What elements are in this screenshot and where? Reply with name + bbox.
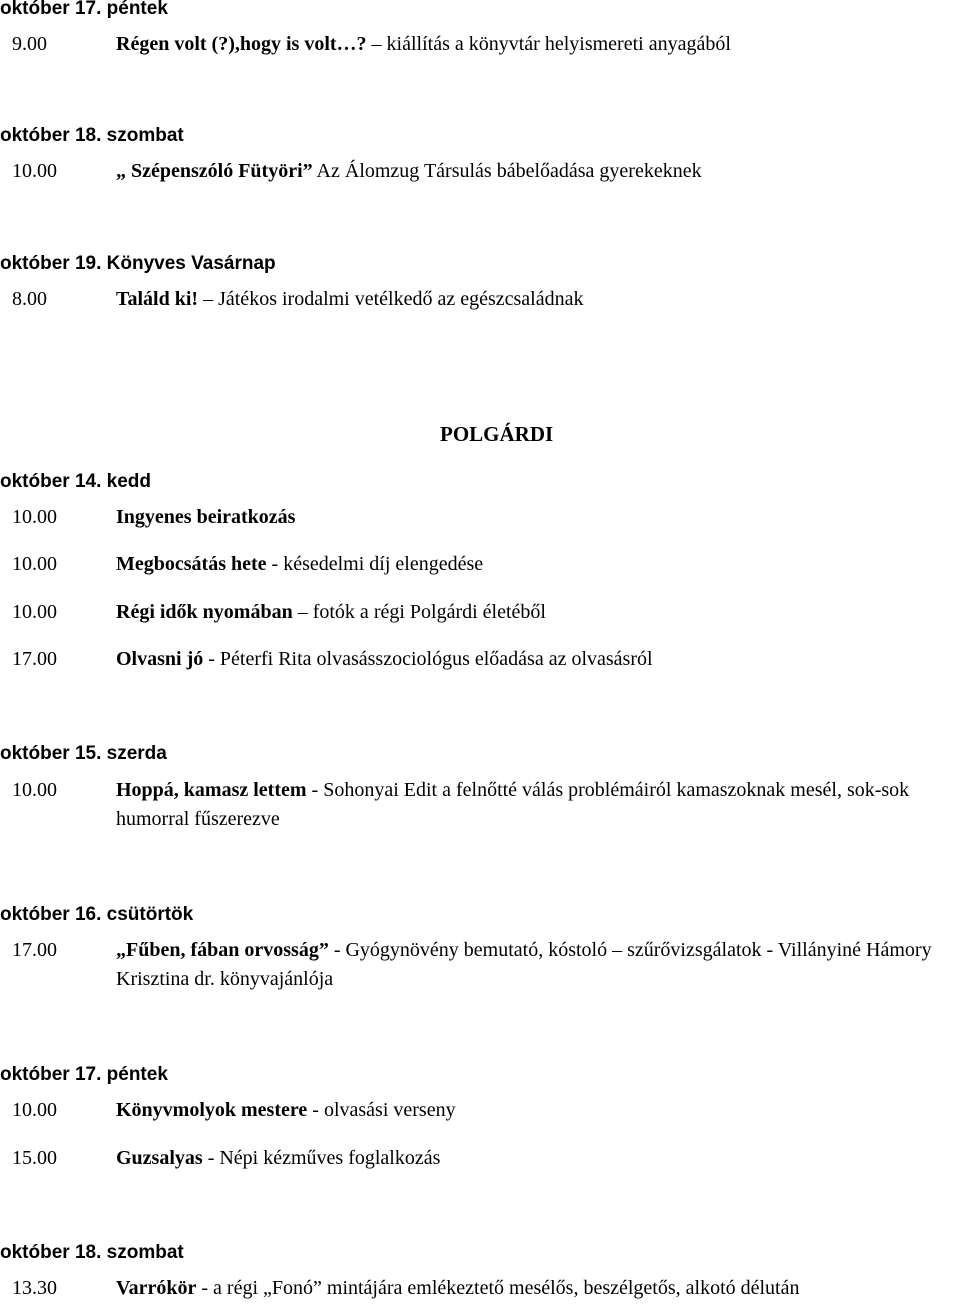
event-description — [116, 157, 960, 186]
event-time: 10.00 — [12, 506, 57, 528]
event-title: „ Szépenszóló Fütyöri” — [116, 160, 313, 182]
event-time: 10.00 — [12, 601, 57, 623]
day-heading: október 19. Könyves Vasárnap — [0, 253, 276, 274]
event-description — [116, 285, 960, 314]
event-detail: – Játékos irodalmi vetélkedő az egészcsaládnak — [198, 288, 584, 310]
event-description — [116, 30, 960, 59]
day-heading: október 17. péntek — [0, 0, 168, 19]
event-time: 17.00 — [12, 648, 57, 670]
event-time: 8.00 — [12, 288, 47, 310]
event-description — [116, 936, 956, 994]
event-time: 9.00 — [12, 33, 47, 55]
event-detail: - a régi „Fonó” mintájára emlékeztető mesélős, beszélgetős, alkotó délután — [196, 1277, 800, 1299]
event-title: Találd ki! — [116, 288, 199, 310]
event-description — [116, 645, 960, 674]
event-row — [0, 936, 960, 996]
event-detail: – kiállítás a könyvtár helyismereti anyagából — [366, 33, 731, 55]
location-heading: POLGÁRDI — [440, 422, 554, 446]
event-description — [116, 550, 960, 579]
event-detail: – fotók a régi Polgárdi életéből — [292, 601, 546, 623]
event-title: Varrókör — [116, 1277, 197, 1299]
event-description — [116, 1274, 960, 1303]
day-heading: október 18. szombat — [0, 1242, 184, 1263]
event-title: „Fűben, fában orvosság” — [116, 939, 329, 961]
event-time: 10.00 — [12, 1099, 57, 1121]
event-title: Hoppá, kamasz lettem — [116, 779, 307, 801]
day-heading: október 15. szerda — [0, 743, 167, 764]
event-description — [116, 503, 960, 532]
day-heading: október 14. kedd — [0, 471, 151, 492]
event-description — [116, 776, 956, 834]
event-title: Ingyenes beiratkozás — [116, 506, 296, 528]
event-time: 15.00 — [12, 1147, 57, 1169]
event-title: Könyvmolyok mestere — [116, 1099, 308, 1121]
event-time: 10.00 — [12, 553, 57, 575]
event-time: 13.30 — [12, 1277, 57, 1299]
day-heading: október 16. csütörtök — [0, 904, 194, 925]
event-title: Guzsalyas — [116, 1147, 203, 1169]
event-detail: - olvasási verseny — [307, 1099, 456, 1121]
event-detail: - késedelmi díj elengedése — [266, 553, 484, 575]
event-title: Régen volt (?),hogy is volt…? — [116, 33, 367, 55]
event-detail: Az Álomzug Társulás bábelőadása gyerekeknek — [312, 160, 702, 182]
event-detail: - Péterfi Rita olvasásszociológus előadása az olvasásról — [203, 648, 653, 670]
event-detail: - Sohonyai Edit a felnőtté válás problémáiról kamaszoknak mesél, sok-sok humorral fűszerezve — [116, 779, 910, 830]
event-detail: - Népi kézműves foglalkozás — [202, 1147, 441, 1169]
day-heading: október 17. péntek — [0, 1064, 168, 1085]
event-title: Régi idők nyomában — [116, 601, 293, 623]
event-time: 10.00 — [12, 160, 57, 182]
event-row — [0, 776, 960, 836]
day-heading: október 18. szombat — [0, 125, 184, 146]
event-description — [116, 1096, 960, 1125]
event-time: 10.00 — [12, 779, 57, 801]
event-description — [116, 1144, 960, 1173]
event-detail: - Gyógynövény bemutató, kóstoló – szűrővizsgálatok - Villányiné Hámory Krisztina dr. könyvajánlója — [116, 939, 932, 990]
event-description — [116, 598, 960, 627]
event-title: Megbocsátás hete — [116, 553, 267, 575]
event-time: 17.00 — [12, 939, 57, 961]
event-title: Olvasni jó — [116, 648, 204, 670]
